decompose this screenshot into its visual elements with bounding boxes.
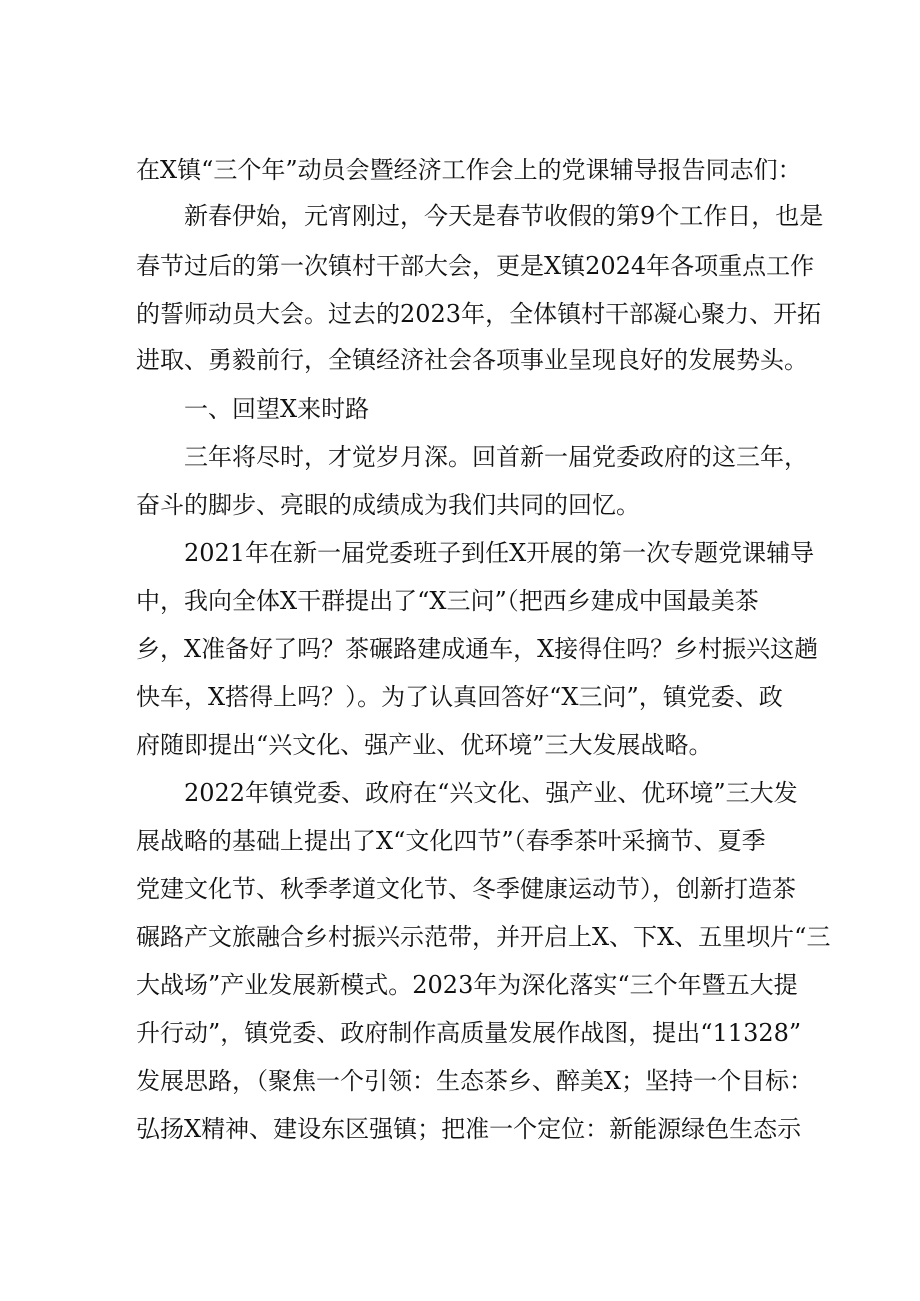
section-heading-1: 一、回望X来时路	[184, 395, 370, 423]
paragraph-3-line-5: 府随即提出“兴文化、强产业、优环境”三大发展战略。	[136, 731, 713, 759]
paragraph-4-line-3: 党建文化节、秋季孝道文化节、冬季健康运动节），创新打造茶	[136, 875, 796, 903]
paragraph-2-line-1: 三年将尽时，才觉岁月深。回首新一届党委政府的这三年，	[184, 443, 808, 471]
paragraph-1-line-1: 新春伊始，元宵刚过，今天是春节收假的第9个工作日，也是	[184, 202, 824, 230]
paragraph-3-line-1: 2021年在新一届党委班子到任X开展的第一次专题党课辅导	[184, 539, 815, 567]
paragraph-4-line-6: 升行动”，镇党委、政府制作高质量发展作战图，提出“11328”	[136, 1019, 802, 1047]
document-title-line: 在X镇“三个年”动员会暨经济工作会上的党课辅导报告同志们：	[136, 156, 802, 184]
paragraph-4-line-8: 弘扬X精神、建设东区强镇；把准一个定位：新能源绿色生态示	[136, 1115, 802, 1143]
paragraph-4-line-7: 发展思路，（聚焦一个引领：生态茶乡、醉美X；坚持一个目标：	[136, 1067, 814, 1095]
paragraph-4-line-1: 2022年镇党委、政府在“兴文化、强产业、优环境”三大发	[184, 779, 798, 807]
paragraph-1-line-3: 的誓师动员大会。过去的2023年，全体镇村干部凝心聚力、开拓	[136, 300, 822, 328]
paragraph-3-line-2: 中，我向全体X干群提出了“X三问”（把西乡建成中国最美茶	[136, 587, 759, 615]
paragraph-4-line-2: 展战略的基础上提出了X“文化四节”（春季茶叶采摘节、夏季	[136, 827, 766, 855]
paragraph-4-line-4: 碾路产文旅融合乡村振兴示范带，并开启上X、下X、五里坝片“三	[136, 923, 831, 951]
paragraph-1-line-2: 春节过后的第一次镇村干部大会，更是X镇2024年各项重点工作	[136, 252, 815, 280]
paragraph-4-line-5: 大战场”产业发展新模式。2023年为深化落实“三个年暨五大提	[136, 971, 798, 999]
paragraph-1-line-4: 进取、勇毅前行，全镇经济社会各项事业呈现良好的发展势头。	[136, 346, 808, 374]
paragraph-2-line-2: 奋斗的脚步、亮眼的成绩成为我们共同的回忆。	[136, 491, 640, 519]
paragraph-3-line-4: 快车，X搭得上吗？）。为了认真回答好“X三问”，镇党委、政	[136, 683, 783, 711]
paragraph-3-line-3: 乡，X准备好了吗？茶碾路建成通车，X接得住吗？乡村振兴这趟	[136, 635, 819, 663]
